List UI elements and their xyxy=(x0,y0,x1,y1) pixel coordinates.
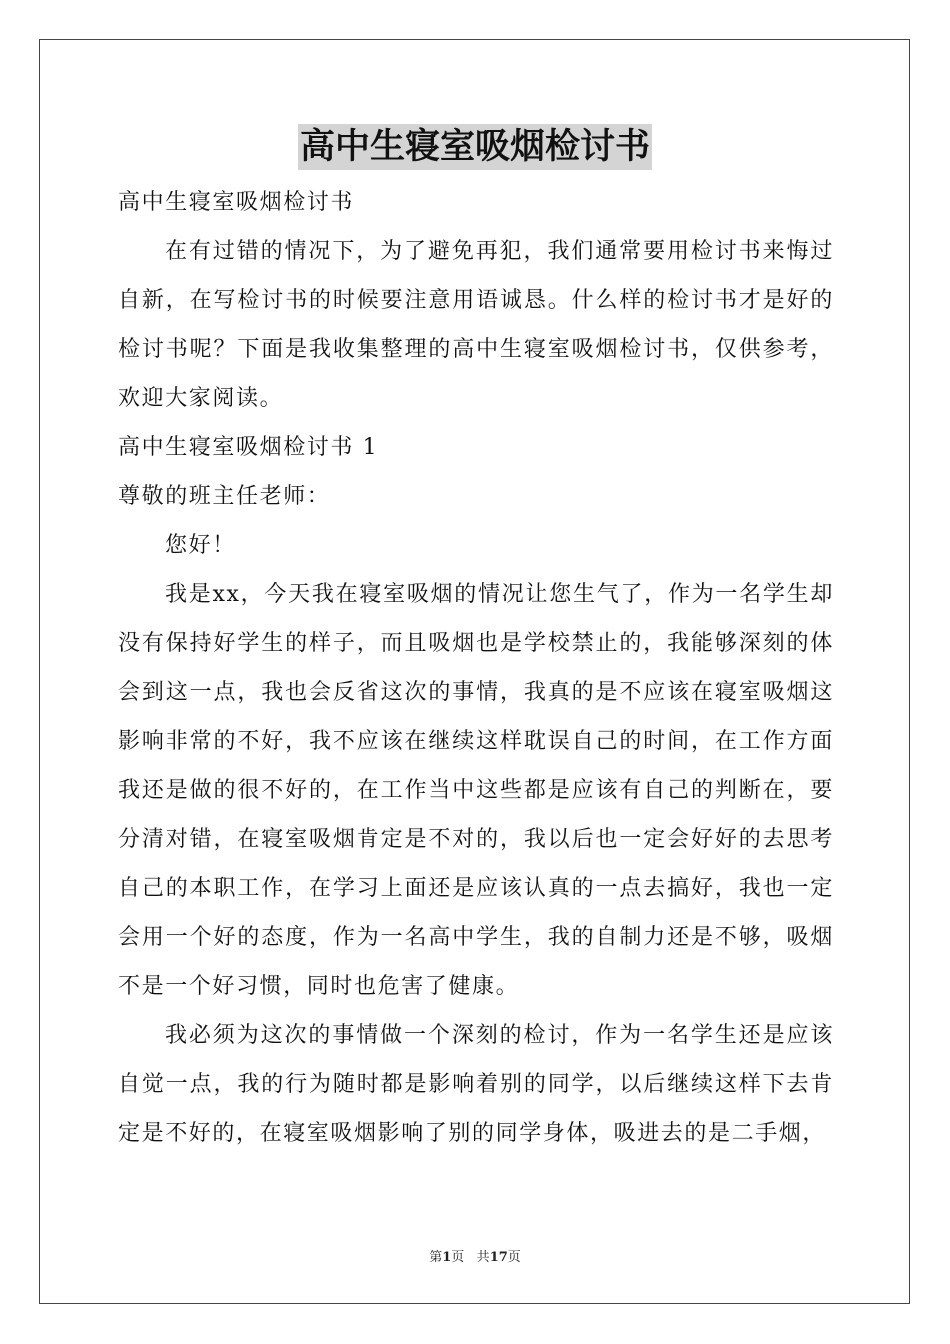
document-body xyxy=(118,178,834,1158)
total-pages: 17 xyxy=(489,1250,508,1265)
document-title: 高中生寝室吸烟检讨书 xyxy=(298,124,652,170)
page-number: 1 xyxy=(442,1250,452,1265)
title-container xyxy=(0,124,950,170)
salutation: 尊敬的班主任老师： xyxy=(118,484,331,509)
intro-paragraph: 在有过错的情况下，为了避免再犯，我们通常要用检讨书来悔过自新，在写检讨书的时候要注意用语诚恳。什么样的检讨书才是好的检讨书呢？下面是我收集整理的高中生寝室吸烟检讨书，仅供参考，欢迎大家阅读。 xyxy=(118,239,834,411)
page-prefix: 第 xyxy=(429,1250,443,1265)
greeting: 您好！ xyxy=(165,533,236,558)
page-footer xyxy=(0,1246,950,1265)
body-paragraph-1: 我是xx，今天我在寝室吸烟的情况让您生气了，作为一名学生却没有保持好学生的样子，而且吸烟也是学校禁止的，我能够深刻的体会到这一点，我也会反省这次的事情，我真的是不应该在寝室吸烟这影响非常的不好，我不应该在继续这样耽误自己的时间，在工作方面我还是做的很不好的，在工作当中这些都是应该有自己的判断在，要分清对错，在寝室吸烟肯定是不对的，我以后也一定会好好的去思考自己的本职工作，在学习上面还是应该认真的一点去搞好，我也一定会用一个好的态度，作为一名高中学生，我的自制力还是不够，吸烟不是一个好习惯，同时也危害了健康。 xyxy=(118,582,834,999)
page-suffix: 页 xyxy=(451,1250,465,1265)
total-suffix: 页 xyxy=(507,1250,521,1265)
subtitle-line: 高中生寝室吸烟检讨书 xyxy=(118,190,355,215)
body-paragraph-2: 我必须为这次的事情做一个深刻的检讨，作为一名学生还是应该自觉一点，我的行为随时都是影响着别的同学，以后继续这样下去肯定是不好的，在寝室吸烟影响了别的同学身体，吸进去的是二手烟， xyxy=(118,1023,834,1146)
section-heading: 高中生寝室吸烟检讨书 1 xyxy=(118,435,379,460)
total-prefix: 共 xyxy=(476,1250,490,1265)
